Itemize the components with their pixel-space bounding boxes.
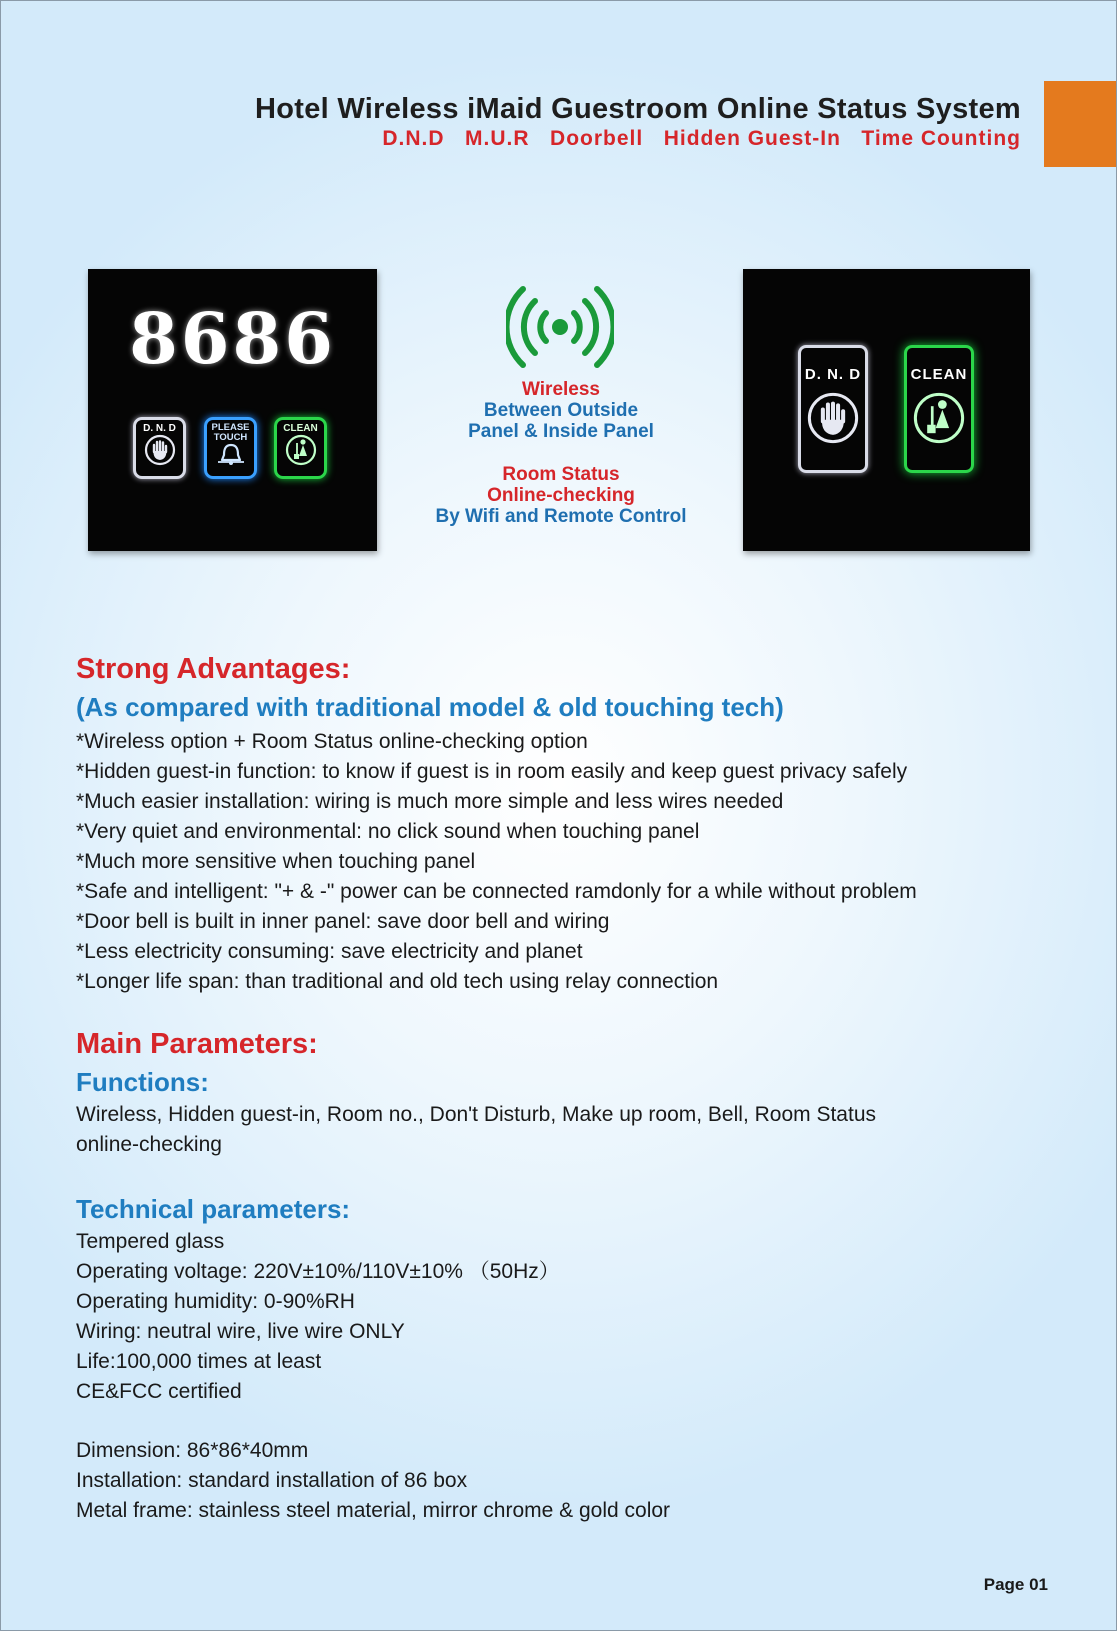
physical-parameters-list [76,1436,670,1526]
online-checking-label: Online-checking [487,485,635,506]
room-number-display: 8686 [129,297,336,380]
wireless-desc-line2: Panel & Inside Panel [468,421,654,442]
list-item: *Door bell is built in inner panel: save door bell and wiring [76,910,610,933]
main-parameters-heading: Main Parameters: [76,1028,318,1060]
list-item: *Much more sensitive when touching panel [76,850,476,873]
dnd-label: D. N. D [143,423,176,434]
list-item: *Less electricity consuming: save electricity and planet [76,940,583,963]
hand-icon [144,434,176,471]
list-item: Metal frame: stainless steel material, mirror chrome & gold color [76,1499,671,1522]
list-item: *Hidden guest-in function: to know if guest is in room easily and keep guest privacy safely [76,760,908,783]
list-item: Life:100,000 times at least [76,1350,322,1373]
list-item: *Longer life span: than traditional and old tech using relay connection [76,970,719,993]
list-item: CE&FCC certified [76,1380,242,1403]
touch-label: TOUCH [213,432,248,443]
list-item: *Wireless option + Room Status online-checking option [76,730,588,753]
list-item: Wiring: neutral wire, live wire ONLY [76,1320,405,1343]
inside-clean-button [904,345,974,473]
inside-panel-image [743,269,1030,551]
list-item: *Much easier installation: wiring is much more simple and less wires needed [76,790,784,813]
advantages-heading: Strong Advantages: [76,653,351,685]
outside-panel-image [88,269,377,551]
list-item: *Very quiet and environmental: no click sound when touching panel [76,820,700,843]
please-touch-doorbell-button [204,417,257,479]
clean-label: CLEAN [283,423,318,434]
wireless-desc-line1: Between Outside [483,400,639,421]
functions-text-line2: online-checking [76,1133,222,1156]
wireless-label: Wireless [522,379,600,400]
advantages-subheading: (As compared with traditional model & old touching tech) [76,692,784,722]
functions-heading: Functions: [76,1067,209,1097]
list-item: Dimension: 86*86*40mm [76,1439,309,1462]
functions-text-line1: Wireless, Hidden guest-in, Room no., Don't Disturb, Make up room, Bell, Room Status [76,1103,876,1126]
technical-parameters-heading: Technical parameters: [76,1194,351,1224]
remote-control-label: By Wifi and Remote Control [435,506,687,527]
list-item: Tempered glass [76,1230,225,1253]
advantages-list [76,727,917,997]
clean-touch-button [274,417,327,479]
list-item: Operating voltage: 220V±10%/110V±10% （50Hz） [76,1260,560,1283]
inside-dnd-button [798,345,868,473]
feature-subtitle: D.N.D M.U.R Doorbell Hidden Guest-In Time Counting [382,127,1021,150]
list-item: *Safe and intelligent: "+ & -" power can be connected ramdonly for a while without problem [76,880,917,903]
orange-corner-tab [1044,81,1117,167]
hand-icon [806,391,860,450]
technical-parameters-list [76,1227,560,1407]
room-status-label: Room Status [502,464,620,485]
list-item: Operating humidity: 0-90%RH [76,1290,355,1313]
page-number: Page 01 [983,1575,1048,1594]
bell-icon [216,442,246,471]
wireless-signal-icon [506,279,614,380]
list-item: Installation: standard installation of 86 box [76,1469,468,1492]
please-label: PLEASE [211,422,250,433]
maid-icon [912,391,966,450]
dnd-touch-button [133,417,186,479]
inside-dnd-label: D. N. D [804,366,862,383]
page-title: Hotel Wireless iMaid Guestroom Online Status System [254,93,1021,125]
inside-clean-label: CLEAN [910,366,968,383]
maid-icon [285,434,317,471]
